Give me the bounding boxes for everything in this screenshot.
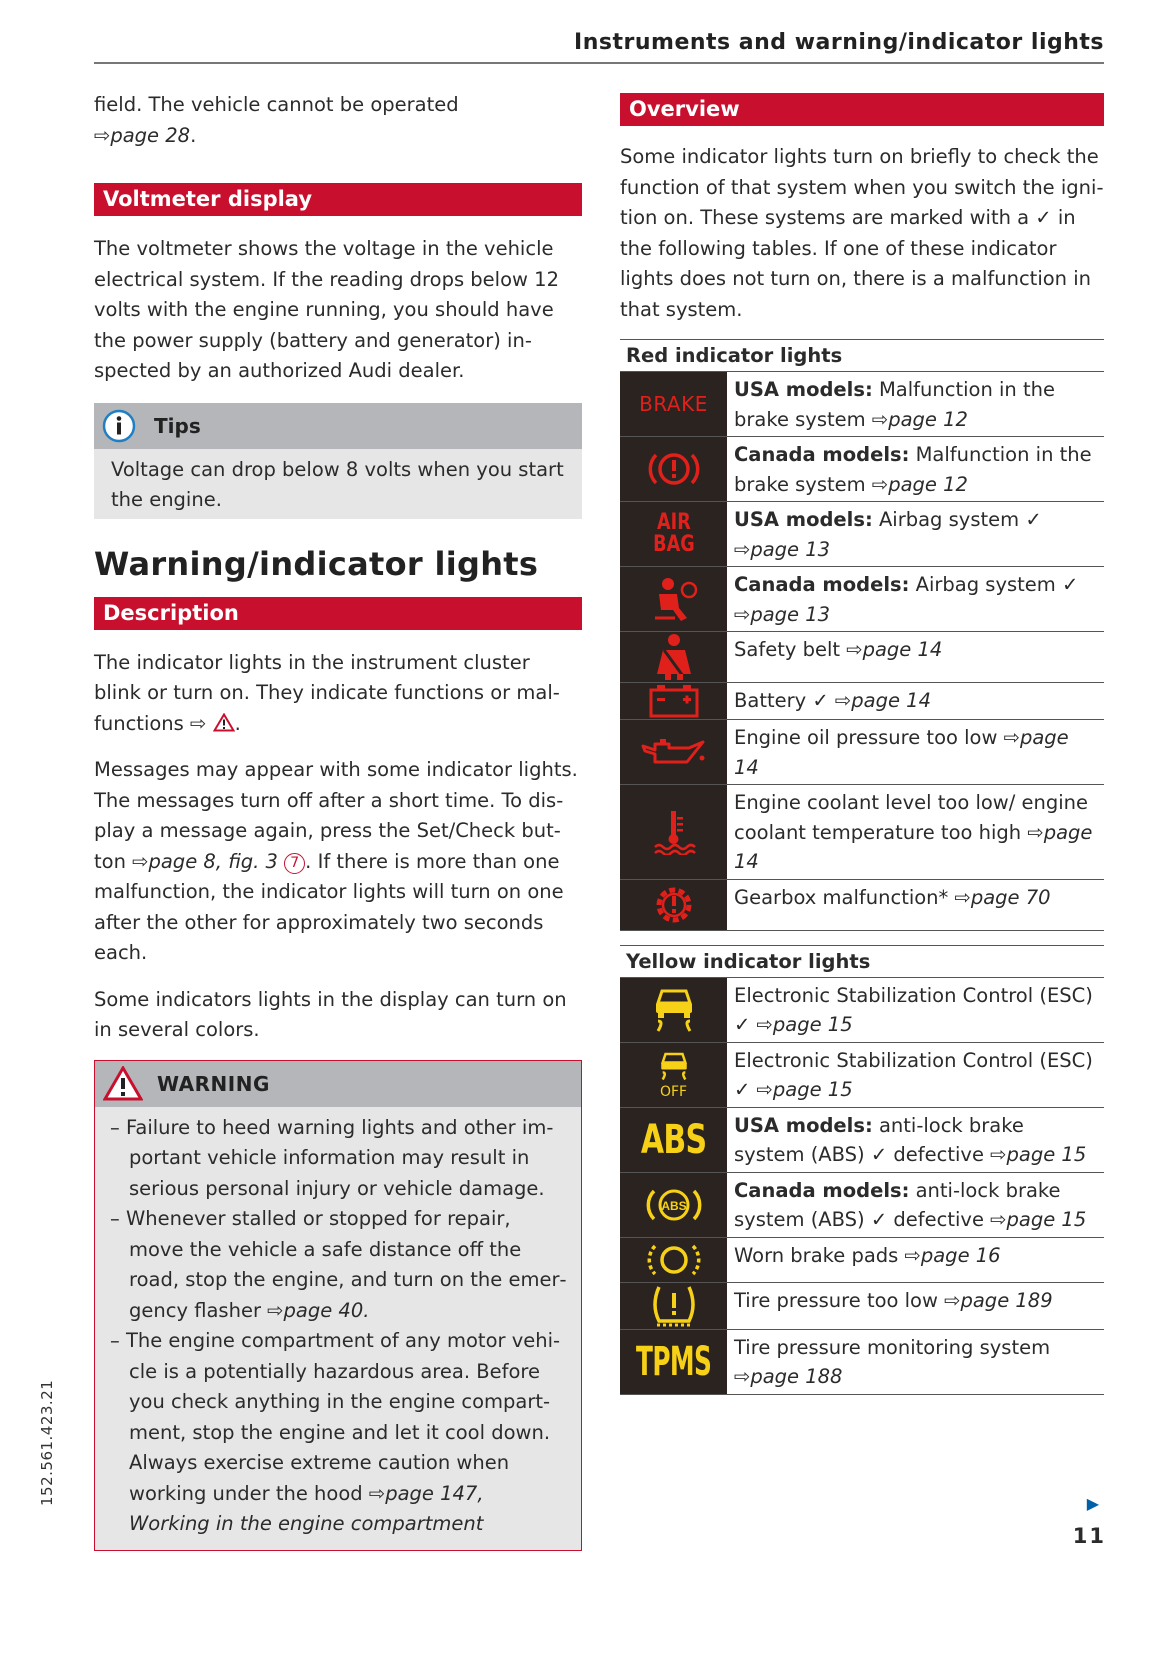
header-rule [94, 62, 1104, 64]
tire-pressure-icon [620, 1283, 727, 1329]
indicator-description: USA models: Malfunction in the brake system ⇨page 12 [734, 378, 1055, 431]
page-link[interactable]: page 13 [750, 537, 831, 561]
brake-circle-icon [620, 437, 727, 501]
indicator-description: Electronic Stabilization Control (ESC) ✓ ⇨page 15 [734, 983, 1093, 1036]
indicator-description: Tire pressure too low ⇨page 189 [734, 1288, 1053, 1312]
document-code: 152.561.423.21 [38, 1379, 56, 1506]
table-row [620, 1043, 1104, 1108]
page-link[interactable]: page 15 [1006, 1208, 1087, 1231]
esc-off-icon: OFF [620, 1043, 727, 1107]
warning-box [94, 1060, 582, 1551]
indicator-description: USA models: Airbag system ✓ ⇨page 13 [734, 508, 1042, 561]
oil-can-icon [620, 720, 727, 784]
warning-header: WARNING [95, 1061, 581, 1107]
page-link[interactable]: page 15 [772, 1013, 853, 1036]
page-link[interactable]: page 14 [734, 820, 1093, 873]
indicator-description: Gearbox malfunction* ⇨page 70 [734, 885, 1051, 909]
yellow-indicator-table [620, 945, 1104, 1395]
page-link[interactable]: page 189 [960, 1288, 1053, 1312]
table-row [620, 372, 1104, 437]
callout-number: 7 [284, 853, 305, 874]
tips-text: Voltage can drop below 8 volts when you start the engine. [111, 457, 564, 511]
seat-belt-icon [620, 632, 727, 682]
abs-text-icon: ABS [620, 1108, 727, 1172]
right-column [620, 93, 1104, 1395]
table-row [620, 502, 1104, 567]
red-indicator-table [620, 339, 1104, 931]
indicator-description: Canada models: Airbag system ✓ ⇨page 13 [734, 573, 1079, 626]
warning-triangle-icon [213, 713, 235, 732]
table-row [620, 978, 1104, 1043]
running-header: Instruments and warning/indicator lights [574, 30, 1104, 55]
indicator-description: Tire pressure monitoring system ⇨page 188 [734, 1335, 1051, 1388]
table-row [620, 1238, 1104, 1283]
airbag-person-icon [620, 567, 727, 631]
continue-arrow-icon[interactable]: ▶ [1086, 1494, 1099, 1513]
left-column [94, 90, 582, 1551]
description-heading: Description [94, 597, 582, 630]
page-link[interactable]: page 147, Working in the engine compartment [129, 1481, 484, 1535]
indicator-description: Electronic Stabilization Control (ESC) ✓ ⇨page 15 [734, 1048, 1093, 1101]
description-p3: Some indicators lights in the display can turn on in several colors. [94, 987, 567, 1041]
page-link[interactable]: page 14 [734, 726, 1069, 779]
yellow-rows [620, 978, 1104, 1395]
table-row [620, 880, 1104, 931]
page-link[interactable]: page 40. [283, 1298, 370, 1322]
indicator-description: USA models: anti-lock brake system (ABS) ✓ defective ⇨page 15 [734, 1113, 1087, 1166]
page-link[interactable]: page 70 [970, 885, 1051, 909]
indicator-description: Canada models: anti-lock brake system (ABS) ✓ defective ⇨page 15 [734, 1178, 1087, 1231]
info-icon [102, 409, 136, 443]
coolant-thermometer-icon [620, 785, 727, 879]
esc-icon [620, 978, 727, 1042]
list-item: – Failure to heed warning lights and other important vehicle information may result in serious personal injury or vehicle damage. [110, 1115, 554, 1200]
list-item: – Whenever stalled or stopped for repair, move the vehicle a safe distance off the road, stop the engine, and turn on the emergency flasher ⇨page 40. [110, 1207, 567, 1322]
table-row [620, 437, 1104, 502]
voltmeter-heading: Voltmeter display [94, 183, 582, 216]
intro-paragraph: field. The vehicle cannot be operated ⇨page 28. [94, 93, 459, 147]
airbag-text-icon: AIR BAG [620, 502, 727, 566]
page-link[interactable]: page 14 [851, 689, 931, 712]
battery-icon [620, 683, 727, 719]
page-link[interactable]: page 12 [888, 472, 968, 496]
indicator-description: Safety belt ⇨page 14 [734, 638, 943, 661]
page-link[interactable]: page 188 [750, 1365, 843, 1388]
table-row [620, 720, 1104, 785]
list-item: – The engine compartment of any motor vehicle is a potentially hazardous area. Before you check anything in the engine compartment, stop the engine and let it cool down. Always exercise extreme caution when working under the hood ⇨page 147, Working in the engine compartment [110, 1329, 561, 1535]
indicator-description: Worn brake pads ⇨page 16 [734, 1243, 1001, 1267]
description-p2: Messages may appear with some indicator lights. The messages turn off after a short time. To display a message again, press the Set/Check button ⇨page 8, fig. 3 7 . If there is more than one malfunction, the indicator lights will turn on one after the other for approximately two seconds each. [94, 758, 578, 964]
table-title: Yellow indicator lights [620, 945, 1104, 978]
tips-header: Tips [94, 403, 582, 449]
table-row [620, 785, 1104, 880]
table-row [620, 1108, 1104, 1173]
brake-text-icon: BRAKE [620, 372, 727, 436]
warning-triangle-icon [103, 1066, 143, 1101]
page-link[interactable]: page 15 [1006, 1143, 1087, 1166]
page-link[interactable]: page 14 [862, 638, 943, 661]
table-row [620, 632, 1104, 683]
indicator-description: Canada models: Malfunction in the brake system ⇨page 12 [734, 443, 1092, 496]
page-link[interactable]: page 13 [750, 602, 831, 626]
svg-text:ABS: ABS [660, 1198, 687, 1213]
table-row [620, 567, 1104, 632]
page-link[interactable]: page 8, fig. 3 [148, 849, 278, 873]
indicator-description: Engine coolant level too low/ engine coolant temperature too high ⇨page 14 [734, 791, 1093, 873]
page-link[interactable]: page 12 [888, 407, 968, 431]
brake-pads-icon [620, 1238, 727, 1282]
page-link[interactable]: page 15 [772, 1078, 853, 1101]
voltmeter-text: The voltmeter shows the voltage in the vehicle electrical system. If the reading drops below 12 volts with the engine running, you should have the power supply (battery and generator) inspected by an authorized Audi dealer. [94, 237, 559, 382]
description-p1: The indicator lights in the instrument cluster blink or turn on. They indicate functions or malfunctions ⇨ . [94, 650, 560, 735]
page-link[interactable]: page 28 [110, 123, 191, 147]
section-title: Warning/indicator lights [94, 544, 539, 583]
table-row [620, 1283, 1104, 1330]
warning-list [95, 1107, 581, 1550]
table-row [620, 683, 1104, 720]
gearbox-icon [620, 880, 727, 930]
table-row [620, 1173, 1104, 1238]
abs-circle-icon [620, 1173, 727, 1237]
red-rows [620, 372, 1104, 931]
page-link[interactable]: page 16 [920, 1243, 1001, 1267]
table-title: Red indicator lights [620, 339, 1104, 372]
overview-heading: Overview [620, 93, 1104, 126]
tips-box [94, 403, 582, 519]
indicator-description: Engine oil pressure too low ⇨page 14 [734, 726, 1069, 779]
table-row [620, 1330, 1104, 1395]
page-number: 11 [1072, 1524, 1106, 1548]
tpms-text-icon: TPMS [620, 1330, 727, 1394]
overview-text: Some indicator lights turn on briefly to check the function of that system when you switch the ignition on. These systems are marked with a ✓ in the following tables. If one of these indicator lights does not turn on, there is a malfunction in that system. [620, 145, 1104, 321]
indicator-description: Battery ✓ ⇨page 14 [734, 689, 931, 712]
